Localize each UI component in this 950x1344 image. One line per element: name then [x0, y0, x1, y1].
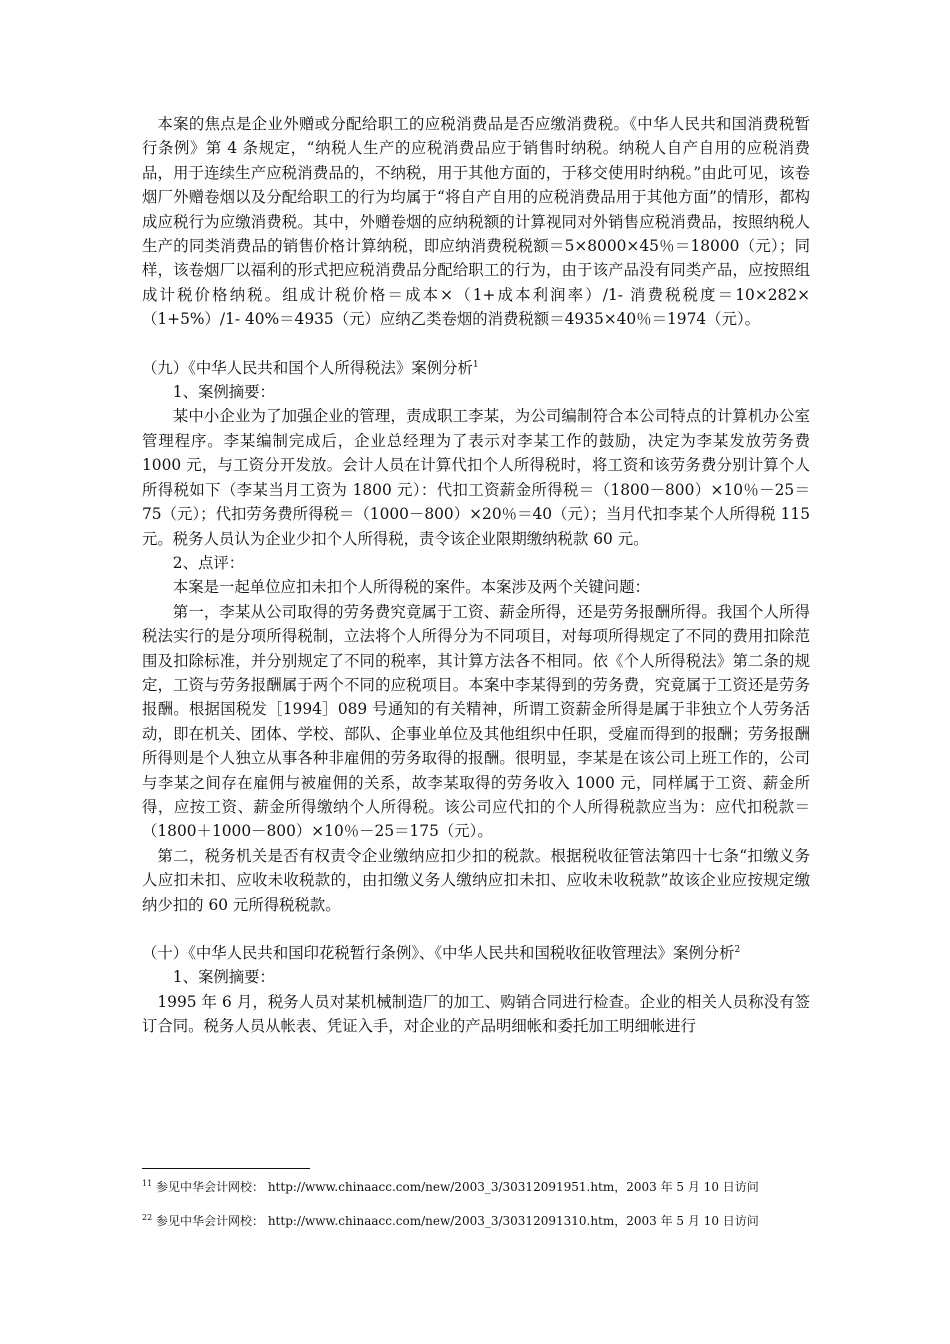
paragraph-consumption-tax-analysis: 本案的焦点是企业外赠或分配给职工的应税消费品是否应缴消费税。《中华人民共和国消费税暂行条例》第 4 条规定，“纳税人生产的应税消费品应于销售时纳税。纳税人自产自用的应税消费品，用于连续生产应税消费品的，不纳税，用于其他方面的，于移交使用时纳税。”由此可见，该卷烟厂外赠卷烟以及分配给职工的行为均属于“将自产自用的应税消费品用于其他方面”的情形，都构成应税行为应缴消费税。其中，外赠卷烟的应纳税额的计算视同对外销售应税消费品，按照纳税人生产的同类消费品的销售价格计算纳税，即应纳消费税税额＝5×8000×45％＝18000（元）；同样，该卷烟厂以福利的形式把应税消费品分配给职工的行为，由于该产品没有同类产品，应按照组成计税价格纳税。组成计税价格＝成本×（1+成本利润率）/1- 消费税税度＝10×282×（1+5%）/1- 40%＝4935（元）应纳乙类卷烟的消费税额＝4935×40％＝1974（元）。: [142, 115, 810, 329]
section-heading-9: [142, 356, 810, 380]
paragraph-comment-intro: 本案是一起单位应扣未扣个人所得税的案件。本案涉及两个关键问题：: [172, 578, 650, 597]
section-heading-10: [142, 941, 810, 965]
footnote-1-mark: 11: [142, 1179, 153, 1188]
section-heading-9-text: （九）《中华人民共和国个人所得税法》案例分析: [142, 358, 473, 377]
subheading-case-summary-10: 1、案例摘要：: [172, 968, 275, 987]
paragraph-case-summary-9: 某中小企业为了加强企业的管理，责成职工李某，为公司编制符合本公司特点的计算机办公室管理程序。李某编制完成后，企业总经理为了表示对李某工作的鼓励，决定为李某发放劳务费 1000 元，与工资分开发放。会计人员在计算代扣个人所得税时，将工资和该劳务费分别计算个人所得税如下（李某当月工资为 1800 元）：代扣工资薪金所得税＝（1800－800）×10％－25＝75（元）；代扣劳务费所得税＝（1000－800）×20％＝40（元）；当月代扣李某个人所得税 115 元。税务人员认为企业少扣个人所得税，责令该企业限期缴纳税款 60 元。: [142, 407, 810, 548]
footnote-separator: [142, 1168, 310, 1169]
section-heading-10-text: （十）《中华人民共和国印花税暂行条例》、《中华人民共和国税收征收管理法》案例分析: [142, 944, 735, 962]
footnote-2-text: 参见中华会计网校： http://www.chinaacc.com/new/2003_3/30312091310.htm，2003 年 5 月 10 日访问: [156, 1214, 759, 1228]
subheading-comment: 2、点评：: [172, 553, 245, 572]
footnote-ref-2[interactable]: 2: [734, 944, 741, 955]
paragraph-first-issue: 第一，李某从公司取得的劳务费究竟属于工资、薪金所得，还是劳务报酬所得。我国个人所得税法实行的是分项所得税制，立法将个人所得分为不同项目，对每项所得规定了不同的费用扣除范围及扣除标准，并分别规定了不同的税率，其计算方法各不相同。依《个人所得税法》第二条的规定，工资与劳务报酬属于两个不同的应税项目。本案中李某得到的劳务费，究竟属于工资还是劳务报酬。根据国税发［1994］089 号通知的有关精神，所谓工资薪金所得是属于非独立个人劳务活动，即在机关、团体、学校、部队、企事业单位及其他组织中任职，受雇而得到的报酬；劳务报酬所得则是个人独立从事各种非雇佣的劳务取得的报酬。很明显，李某是在该公司上班工作的，公司与李某之间存在雇佣与被雇佣的关系，故李某取得的劳务收入 1000 元，同样属于工资、薪金所得，应按工资、薪金所得缴纳个人所得税。该公司应代扣的个人所得税款应当为：应代扣税款＝（1800＋1000－800）×10％－25＝175（元）。: [142, 602, 810, 841]
spacer: [142, 332, 810, 356]
footnote-1-text: 参见中华会计网校： http://www.chinaacc.com/new/2003_3/30312091951.htm，2003 年 5 月 10 日访问: [156, 1180, 759, 1194]
document-body: [142, 112, 810, 1039]
subheading-case-summary: 1、案例摘要：: [172, 383, 275, 402]
spacer: [142, 917, 810, 941]
paragraph-case-summary-10: 1995 年 6 月，税务人员对某机械制造厂的加工、购销合同进行检查。企业的相关人员称没有签订合同。税务人员从帐表、凭证入手，对企业的产品明细帐和委托加工明细帐进行: [142, 992, 810, 1036]
paragraph-second-issue: 第二，税务机关是否有权责令企业缴纳应扣少扣的税款。根据税收征管法第四十七条“扣缴义务人应扣未扣、应收未收税款的，由扣缴义务人缴纳应扣未扣、应收未收税款”故该企业应按规定缴纳少扣的 60 元所得税税款。: [142, 846, 810, 914]
footnote-1: [142, 1178, 822, 1195]
footnote-ref-1[interactable]: 1: [472, 359, 479, 370]
footnote-2: [142, 1212, 822, 1229]
footnote-2-mark: 22: [142, 1213, 153, 1222]
